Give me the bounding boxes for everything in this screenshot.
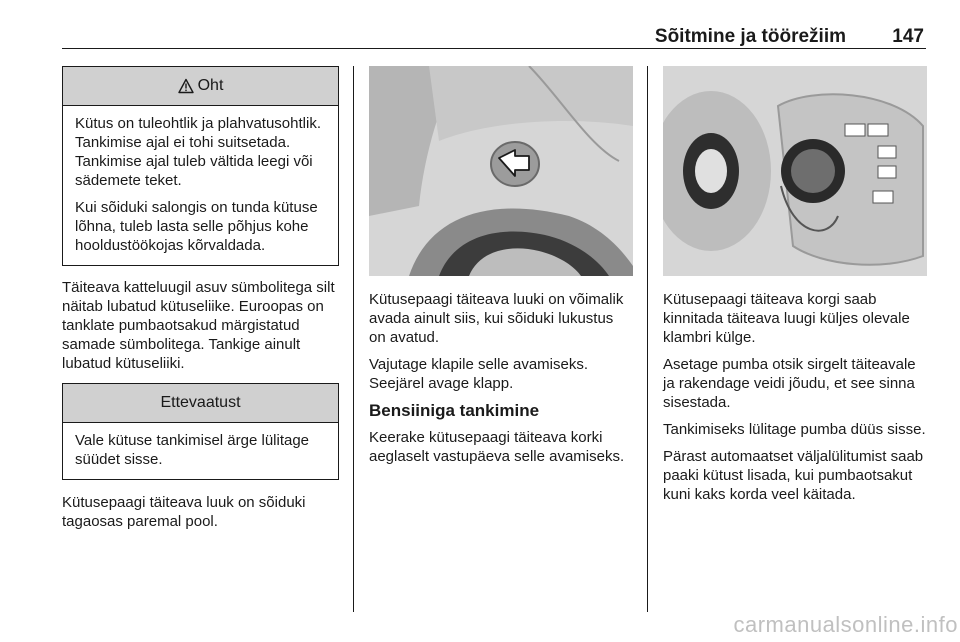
column-3	[663, 66, 927, 512]
cap-holder-paragraph: Kütusepaagi täiteava korgi saab kinnitada täiteava luugi küljes olevale klambri külge.	[663, 291, 910, 346]
column-1	[62, 66, 339, 539]
danger-box-title: Oht	[197, 77, 224, 94]
fuel-label-paragraph: Täiteava katteluugil asuv sümbolitega silt näitab lubatud kütuseliike. Euroopas on tanklate pumbaotsakud märgistatud samade sümbolitega. Tankige ainult lubatud kütuseliiki.	[62, 279, 335, 372]
danger-text-2: Kui sõiduki salongis on tunda kütuse lõhna, tuleb lasta selle põhjus kohe hooldustöökojas kõrvaldada.	[75, 199, 318, 254]
section-title: Sõitmine ja töörežiim	[654, 26, 846, 47]
top-up-paragraph: Pärast automaatset väljalülitumist saab paaki kütust lisada, kui pumbaotsakut kuni kaks korda veel käitada.	[663, 448, 924, 503]
flap-location-paragraph: Kütusepaagi täiteava luuk on sõiduki tagaosas paremal pool.	[62, 494, 306, 530]
watermark: carmanualsonline.info	[733, 612, 958, 637]
danger-box	[62, 66, 339, 266]
page-number: 147	[892, 26, 924, 47]
column-divider	[647, 66, 648, 612]
column-2	[369, 66, 633, 474]
nozzle-insert-paragraph: Asetage pumba otsik sirgelt täiteavale ja rakendage veidi jõudu, et see sinna sisestada.	[663, 356, 916, 411]
nozzle-on-paragraph: Tankimiseks lülitage pumba düüs sisse.	[663, 421, 926, 438]
warning-triangle-icon	[178, 78, 194, 94]
turn-cap-paragraph: Keerake kütusepaagi täiteava korki aeglaselt vastupäeva selle avamiseks.	[369, 429, 625, 465]
car-fuel-flap-illustration	[369, 66, 633, 276]
caution-box-title: Ettevaatust	[160, 394, 241, 411]
petrol-refuelling-heading: Bensiiniga tankimine	[369, 401, 540, 420]
flap-unlock-paragraph: Kütusepaagi täiteava luuki on võimalik avada ainult siis, kui sõiduki lukustus on avatud.	[369, 291, 624, 346]
caution-box-header	[63, 384, 338, 423]
column-divider	[353, 66, 354, 612]
fuel-cap-illustration	[663, 66, 927, 276]
caution-box	[62, 383, 339, 480]
danger-box-header	[63, 67, 338, 106]
page-header	[62, 22, 926, 49]
flap-open-paragraph: Vajutage klapile selle avamiseks. Seejärel avage klapp.	[369, 356, 589, 392]
caution-box-body	[63, 423, 338, 479]
danger-text-1: Kütus on tuleohtlik ja plahvatusohtlik. Tankimise ajal ei tohi suitsetada. Tankimise ajal tuleb vältida leegi või sädemete teket.	[75, 115, 321, 189]
danger-box-body	[63, 106, 338, 265]
caution-text: Vale kütuse tankimisel ärge lülitage süüdet sisse.	[75, 432, 310, 468]
